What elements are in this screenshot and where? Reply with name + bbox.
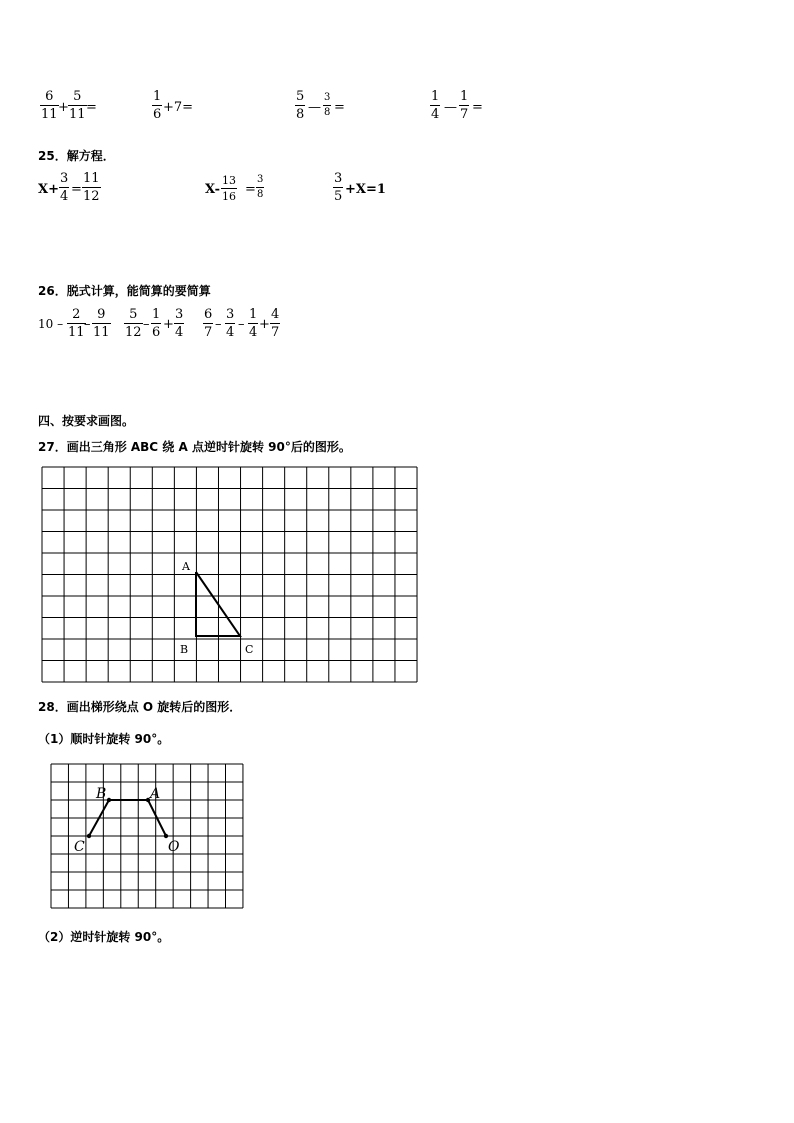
point-a — [146, 798, 150, 802]
label-c: C — [74, 839, 85, 855]
q28-grid — [51, 764, 243, 908]
equation-tail: +X=1 — [345, 182, 386, 197]
equation-lead: X- — [205, 182, 221, 197]
operator: – — [238, 317, 245, 332]
operator: – — [84, 317, 91, 332]
fraction: 3 4 — [60, 171, 69, 204]
label-a: A — [182, 560, 190, 573]
label-c: C — [245, 643, 254, 656]
point-c — [87, 834, 91, 838]
q28-title: 28．画出梯形绕点 O 旋转后的图形． — [38, 700, 242, 714]
operator: — — [308, 100, 321, 115]
q25-title: 25．解方程． — [38, 149, 115, 163]
fraction: 2 11 — [68, 307, 85, 340]
point-o — [164, 834, 168, 838]
fraction: 3 8 — [257, 174, 264, 200]
operator: + — [58, 100, 69, 115]
section-4-title: 四、按要求画图。 — [38, 414, 135, 428]
operator: + — [259, 317, 270, 332]
fraction: 5 8 — [296, 89, 305, 122]
label-o: O — [168, 839, 180, 855]
label-b: B — [180, 643, 189, 656]
fraction: 4 7 — [271, 307, 280, 340]
operator: – — [215, 317, 222, 332]
fraction: 1 7 — [460, 89, 469, 122]
q27-title: 27．画出三角形 ABC 绕 A 点逆时针旋转 90°后的图形。 — [38, 440, 351, 454]
fraction: 1 6 — [152, 307, 161, 340]
fraction: 1 6 — [153, 89, 162, 122]
equals-sign: = — [86, 100, 97, 115]
fraction: 5 11 — [69, 89, 86, 122]
fraction: 1 4 — [431, 89, 440, 122]
equation-lead: X+ — [38, 182, 59, 197]
fraction: 3 5 — [334, 171, 343, 204]
fraction: 3 4 — [175, 307, 184, 340]
q28-sub2: （2）逆时针旋转 90°。 — [38, 930, 170, 944]
fraction: 1 4 — [249, 307, 258, 340]
operator: – — [143, 317, 150, 332]
fraction: 6 7 — [204, 307, 213, 340]
equals-sign: = — [71, 182, 82, 197]
fraction: 5 12 — [125, 307, 142, 340]
fraction: 3 8 — [324, 92, 331, 118]
fraction: 3 4 — [226, 307, 235, 340]
q28-sub1: （1）顺时针旋转 90°。 — [38, 732, 170, 746]
fraction: 13 16 — [222, 174, 236, 203]
operator: — — [444, 100, 457, 115]
fraction: 9 11 — [93, 307, 110, 340]
expression-lead: 10 – — [38, 317, 64, 331]
expression-tail: +7= — [163, 100, 194, 115]
label-a: A — [150, 786, 161, 802]
equals-sign: = — [245, 182, 256, 197]
equals-sign: = — [472, 100, 483, 115]
fraction: 11 12 — [83, 171, 100, 204]
q26-title: 26．脱式计算，能简算的要简算 — [38, 284, 211, 298]
fraction: 6 11 — [41, 89, 58, 122]
point-b — [107, 798, 111, 802]
operator: + — [163, 317, 174, 332]
trapezoid-abco — [89, 800, 166, 836]
label-b: B — [96, 786, 107, 802]
q27-grid — [42, 467, 417, 682]
triangle-abc — [196, 572, 240, 636]
equals-sign: = — [334, 100, 345, 115]
